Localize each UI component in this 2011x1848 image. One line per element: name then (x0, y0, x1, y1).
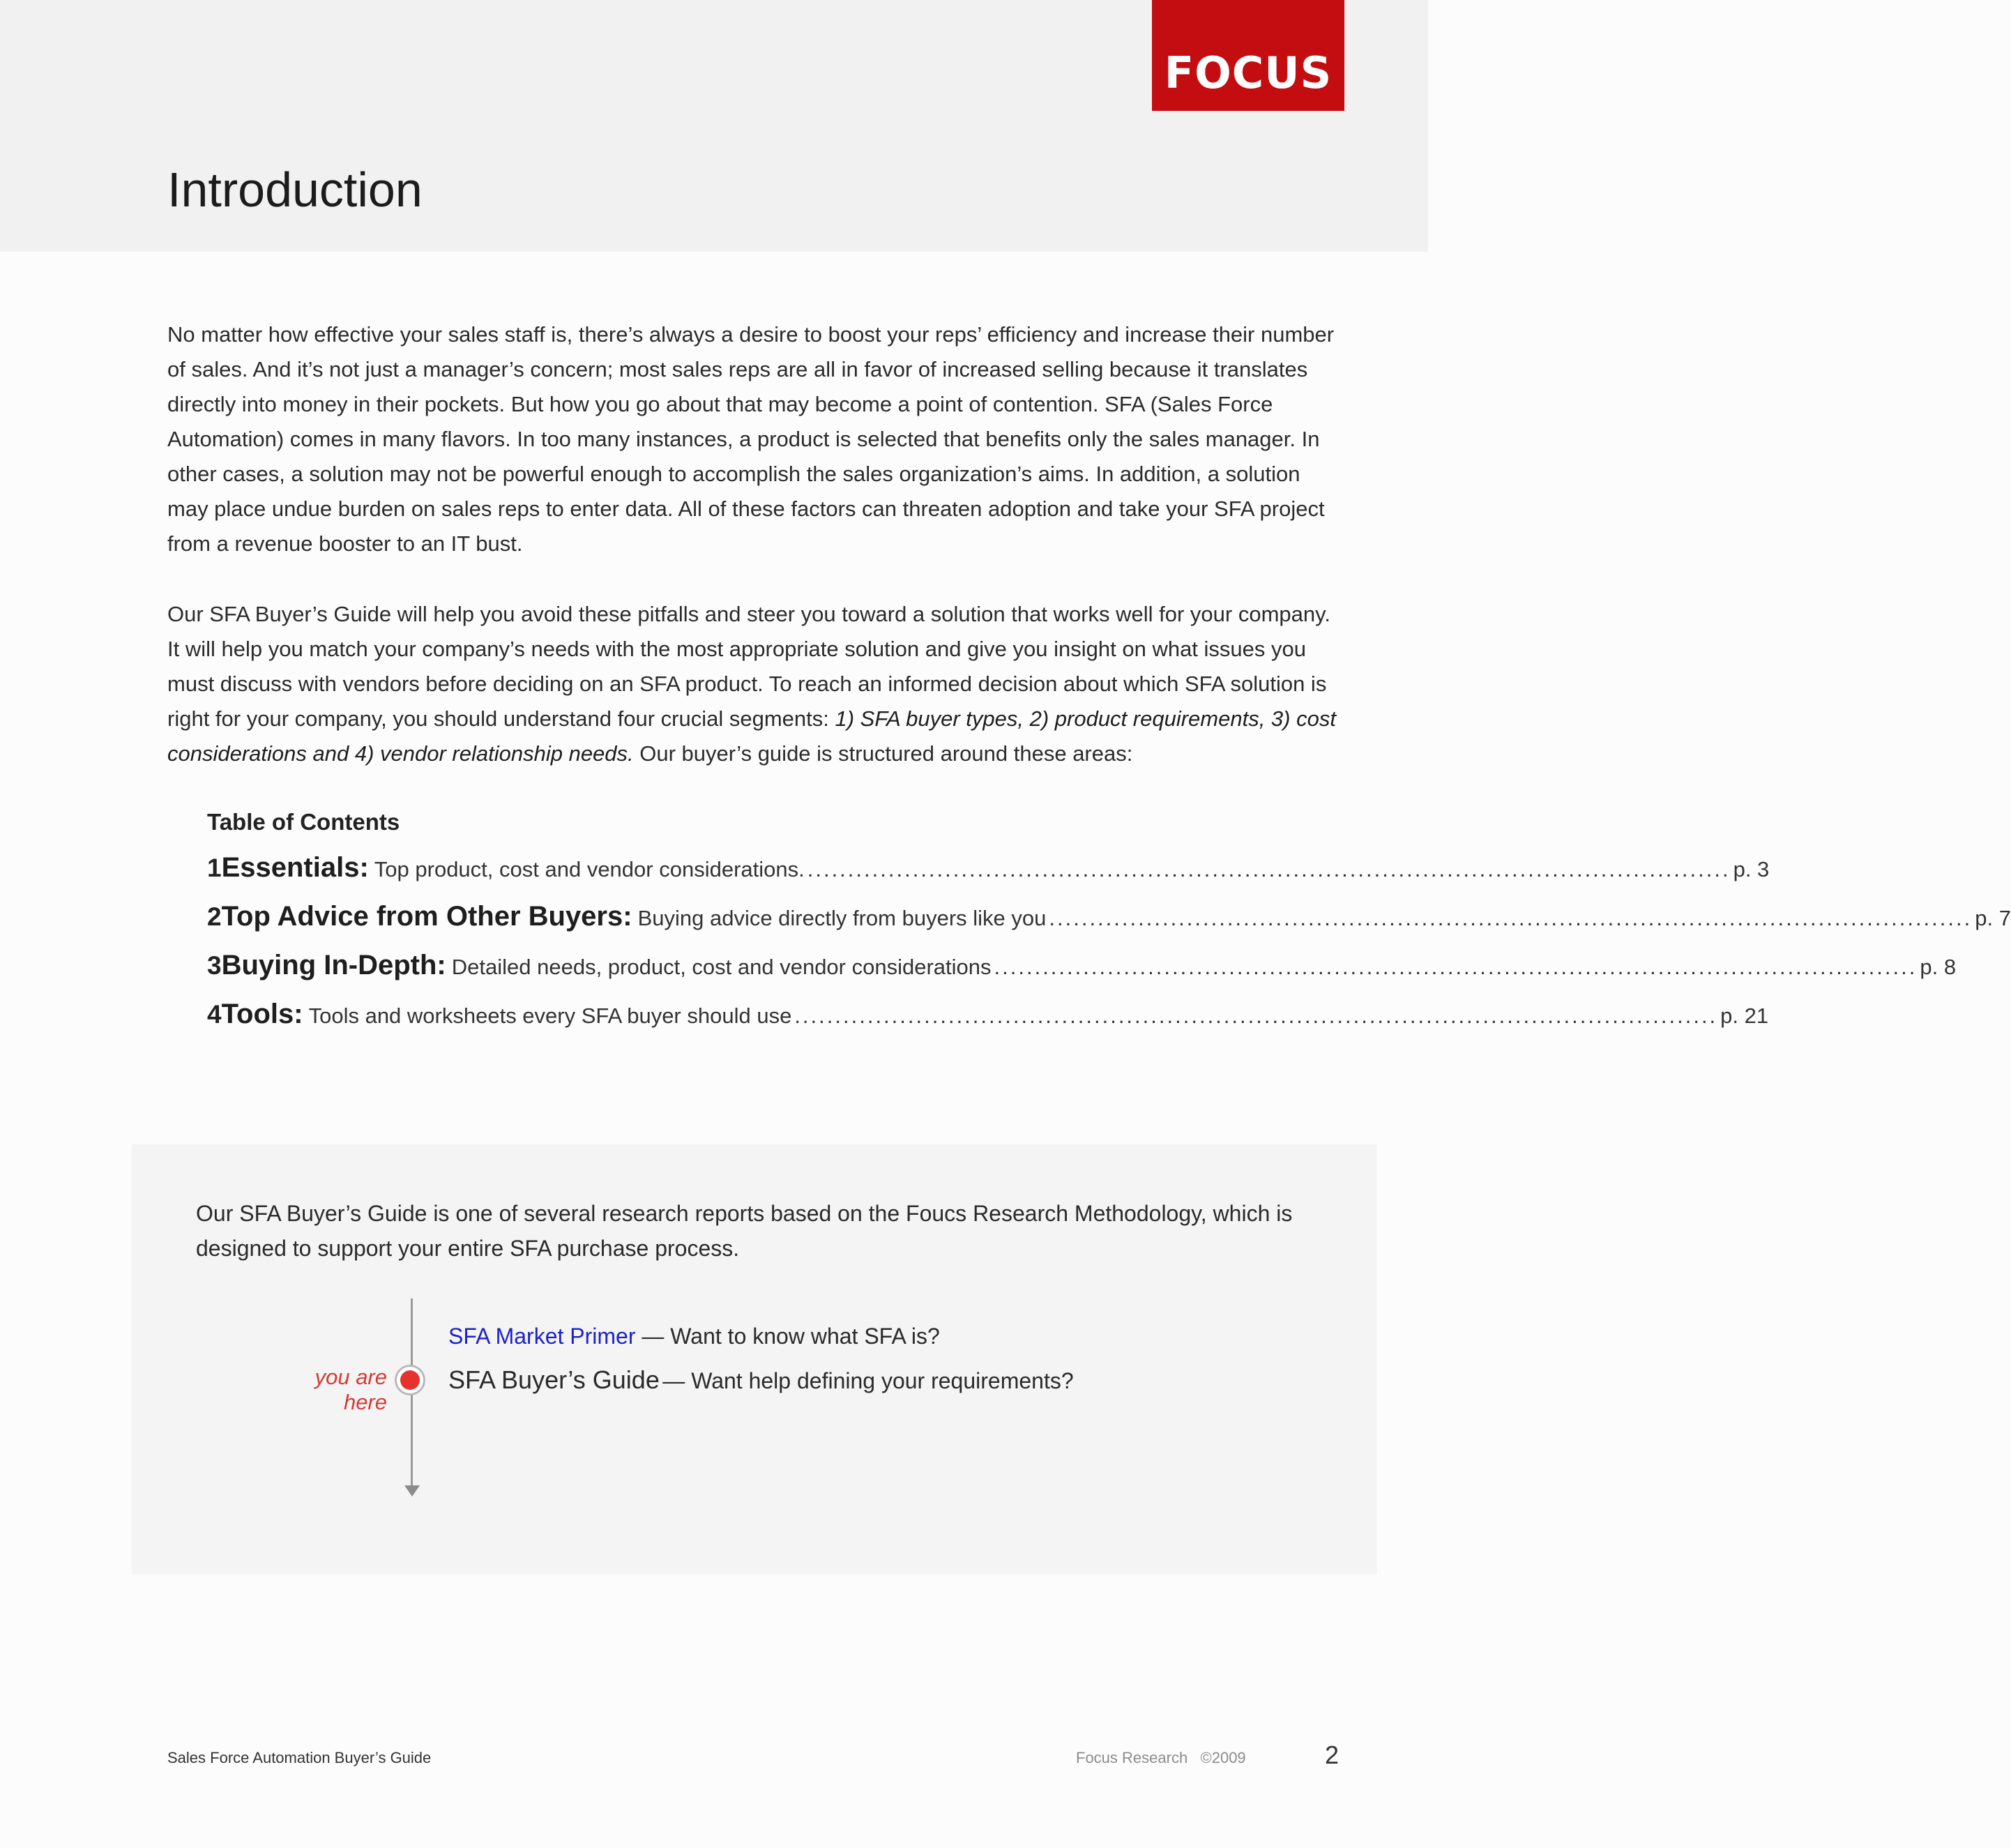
toc-item-number: 3 (207, 951, 222, 980)
focus-logo: FOCUS (1152, 0, 1344, 111)
toc-item-description: Detailed needs, product, cost and vendor considerations (451, 955, 992, 979)
toc-item-page: p. 3 (1733, 857, 1770, 881)
toc-item-top-advice[interactable] (207, 901, 2011, 943)
toc-leader-dots: .................................................................................................................. (807, 857, 1731, 881)
toc-item-buying-in-depth[interactable] (207, 950, 1957, 992)
market-primer-question: — Want to know what SFA is? (642, 1324, 940, 1349)
toc-item-page: p. 7 (1975, 906, 2011, 930)
intro-paragraph-1: No matter how effective your sales staff is, there’s always a desire to boost your reps’ efficiency and increase their number of sales. And it’s not just a manager’s concern; most sales reps are all in favor of increased selling because it translates directly into money in their pockets. But how you go about that may become a point of contention. SFA (Sales Force Automation) comes in many flavors. In too many instances, a product is selected that benefits only the sales manager. In other cases, a solution may not be powerful enough to accomplish the sales organization’s aims. In addition, a solution may place undue burden on sales reps to enter data. All of these factors can threaten adoption and take your SFA project from a revenue booster to an IT bust. (167, 322, 1335, 556)
intro-paragraph-2-end: Our buyer’s guide is structured around these areas: (633, 741, 1133, 766)
toc-item-description: Tools and worksheets every SFA buyer should use (308, 1003, 792, 1028)
intro-paragraph-2 (167, 597, 1346, 771)
methodology-text: Our SFA Buyer’s Guide is one of several research reports based on the Foucs Research Methodology, which is designed to support your entire SFA purchase process. (196, 1201, 1293, 1261)
toc-item-number: 2 (207, 902, 222, 931)
page-number: 2 (1325, 1741, 1340, 1769)
toc-leader-dots: .................................................................................................................. (994, 955, 1918, 979)
toc-item-description: Top product, cost and vendor considerations. (374, 857, 805, 881)
buyers-guide-question: — Want help defining your requirements? (662, 1368, 1074, 1393)
intro-paragraph-2-start: Our SFA Buyer’s Guide will help you avoid these pitfalls and steer you toward a solution that works well for your company. It will help you match your company’s needs with the most appropriate solution and give you insight on what issues you must discuss with vendors before deciding on an SFA product. To reach an informed decision about which SFA solution is right for your company, you should understand four crucial segments: (167, 602, 1330, 731)
arrow-down-icon (404, 1485, 420, 1497)
toc-item-page: p. 21 (1720, 1003, 1769, 1028)
page-title: Introduction (167, 162, 423, 217)
toc-item-title: Tools: (221, 999, 303, 1029)
toc-item-title: Buying In-Depth: (221, 950, 446, 980)
you-are-here-marker-icon (395, 1365, 425, 1395)
buyers-guide-name: SFA Buyer’s Guide (448, 1365, 660, 1394)
toc-leader-dots: .................................................................................................................. (1049, 906, 1973, 930)
toc-item-tools[interactable] (207, 999, 1769, 1040)
you-are-here-label: you are here (314, 1365, 387, 1414)
step-market-primer (448, 1324, 940, 1349)
step-buyers-guide (448, 1365, 1074, 1395)
footer-document-title: Sales Force Automation Buyer’s Guide (167, 1749, 432, 1766)
toc-item-essentials[interactable] (207, 852, 1770, 894)
toc-item-title: Essentials: (221, 852, 369, 883)
toc-item-number: 4 (207, 1000, 222, 1029)
toc-item-page: p. 8 (1920, 955, 1957, 979)
market-primer-link[interactable]: SFA Market Primer (448, 1324, 636, 1349)
toc-item-number: 1 (207, 854, 222, 882)
footer-copyright: Focus Research ©2009 (1076, 1749, 1246, 1766)
toc-leader-dots: .................................................................................................................. (794, 1003, 1718, 1028)
toc-heading: Table of Contents (207, 809, 400, 835)
toc-item-description: Buying advice directly from buyers like you (637, 906, 1047, 930)
intro-paragraph-2-emphasis: 1) SFA buyer types, 2) product requirements, 3) cost considerations and 4) vendor relationship needs. (167, 706, 1336, 766)
toc-item-title: Top Advice from Other Buyers: (221, 901, 632, 932)
